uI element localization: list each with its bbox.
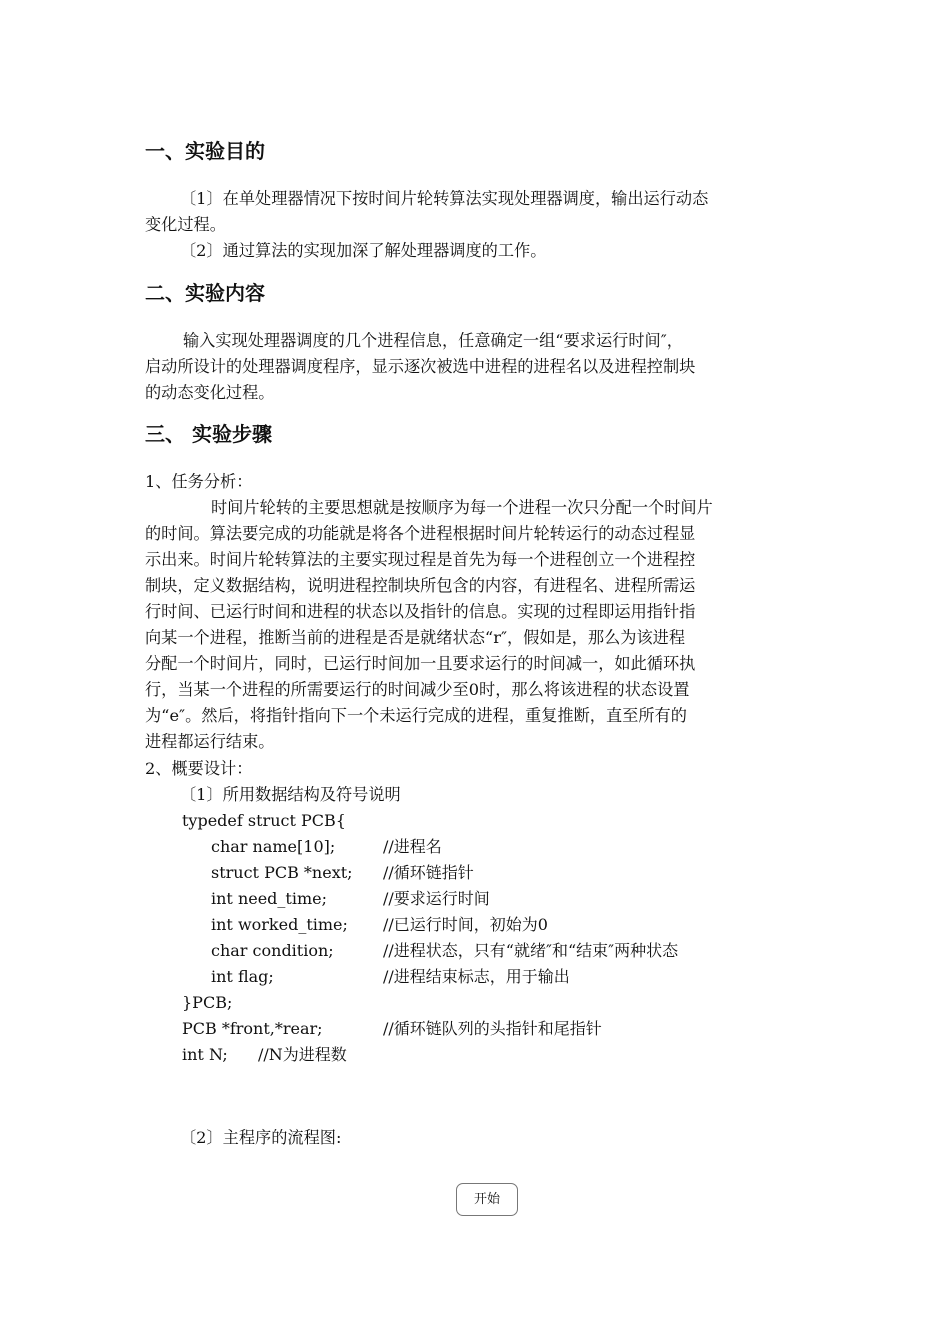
- content-line-2: 启动所设计的处理器调度程序，显示逐次被选中进程的进程名以及进程控制块: [145, 357, 696, 376]
- task-line-10: 进程都运行结束。: [145, 732, 275, 751]
- flowchart-start-node: 开始: [456, 1183, 518, 1216]
- code-field-decl: char name[10];: [211, 837, 336, 856]
- code-field-comment: //进程状态，只有“就绪″和“结束″两种状态: [383, 941, 679, 960]
- code-field-decl: char condition;: [211, 941, 334, 960]
- section-heading-content: 二、实验内容: [145, 281, 265, 305]
- code-n-decl: int N;: [182, 1045, 228, 1064]
- task-line-7: 分配一个时间片，同时，已运行时间加一且要求运行的时间减一，如此循环执: [145, 654, 696, 673]
- task-line-4: 制块，定义数据结构，说明进程控制块所包含的内容，有进程名、进程所需运: [145, 576, 696, 595]
- task-analysis-title: 1、任务分析：: [145, 472, 253, 491]
- design-sub-2: 〔2〕主程序的流程图:: [180, 1128, 342, 1147]
- purpose-item-1-cont: 变化过程。: [145, 215, 226, 234]
- code-pointers-decl: PCB *front,*rear;: [182, 1019, 323, 1038]
- code-struct-open: typedef struct PCB{: [182, 811, 346, 830]
- code-field-decl: int worked_time;: [211, 915, 348, 934]
- task-line-1: 时间片轮转的主要思想就是按顺序为每一个进程一次只分配一个时间片: [211, 498, 713, 517]
- design-title: 2、概要设计：: [145, 759, 253, 778]
- section-heading-purpose: 一、实验目的: [145, 139, 265, 163]
- code-n-comment: //N为进程数: [258, 1045, 347, 1064]
- content-line-3: 的动态变化过程。: [145, 383, 275, 402]
- task-line-3: 示出来。时间片轮转算法的主要实现过程是首先为每一个进程创立一个进程控: [145, 550, 696, 569]
- code-field-comment: //已运行时间，初始为0: [383, 915, 548, 934]
- code-field-decl: int need_time;: [211, 889, 327, 908]
- code-field-comment: //循环链指针: [383, 863, 474, 882]
- code-field-decl: struct PCB *next;: [211, 863, 353, 882]
- design-sub-1: 〔1〕所用数据结构及符号说明: [180, 785, 401, 804]
- task-line-6: 向某一个进程，推断当前的进程是否是就绪状态“r″，假如是，那么为该进程: [145, 628, 686, 647]
- task-line-2: 的时间。算法要完成的功能就是将各个进程根据时间片轮转运行的动态过程显: [145, 524, 696, 543]
- content-line-1: 输入实现处理器调度的几个进程信息，任意确定一组“要求运行时间″，: [183, 331, 683, 350]
- task-line-5: 行时间、已运行时间和进程的状态以及指针的信息。实现的过程即运用指针指: [145, 602, 696, 621]
- code-struct-close: }PCB;: [182, 993, 233, 1012]
- code-pointers-comment: //循环链队列的头指针和尾指针: [383, 1019, 602, 1038]
- code-field-comment: //进程结束标志，用于输出: [383, 967, 570, 986]
- code-field-decl: int flag;: [211, 967, 274, 986]
- code-field-comment: //要求运行时间: [383, 889, 490, 908]
- purpose-item-2: 〔2〕通过算法的实现加深了解处理器调度的工作。: [180, 241, 547, 260]
- section-heading-steps: 三、 实验步骤: [145, 422, 272, 446]
- purpose-item-1: 〔1〕在单处理器情况下按时间片轮转算法实现处理器调度，输出运行动态: [180, 189, 709, 208]
- code-field-comment: //进程名: [383, 837, 442, 856]
- task-line-9: 为“e″。然后，将指针指向下一个未运行完成的进程，重复推断，直至所有的: [145, 706, 687, 725]
- task-line-8: 行，当某一个进程的所需要运行的时间减少至0时，那么将该进程的状态设置: [145, 680, 690, 699]
